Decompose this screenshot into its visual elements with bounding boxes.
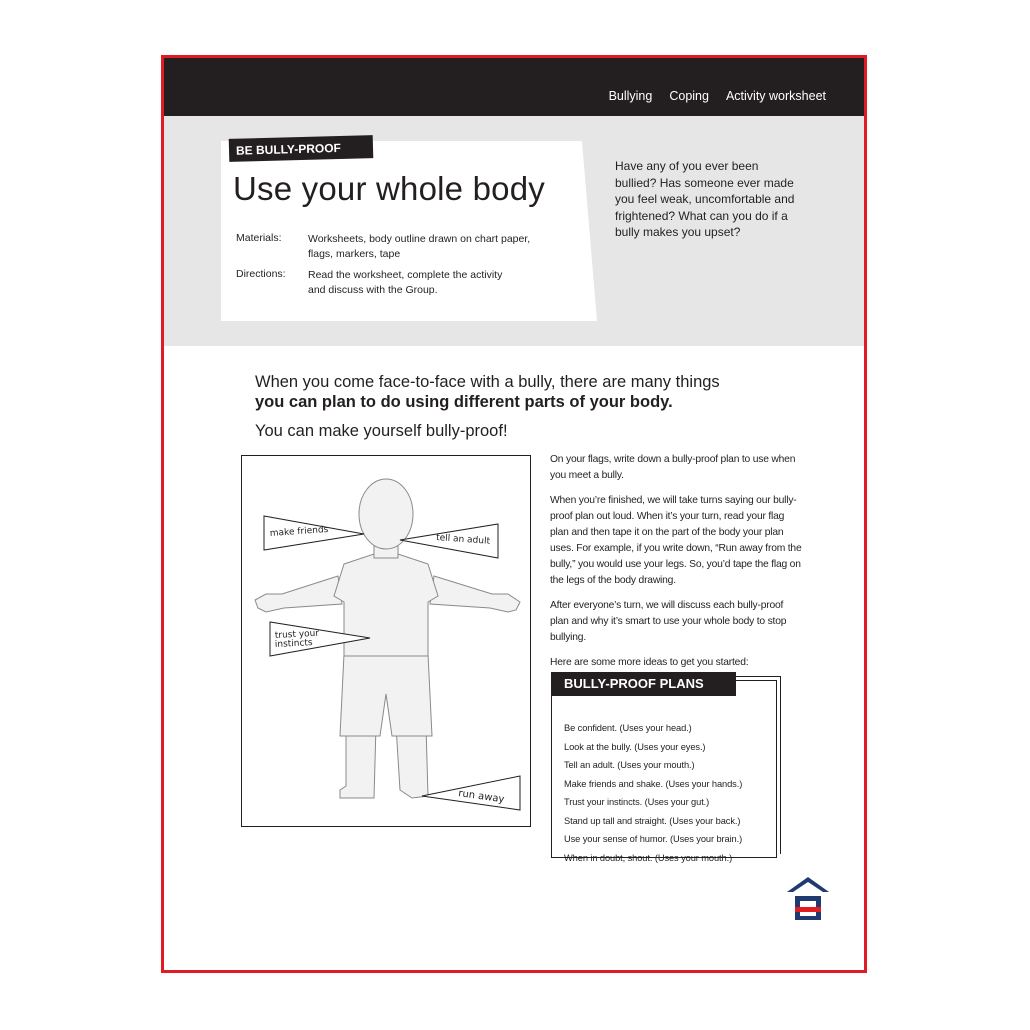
instruction-paragraph: Here are some more ideas to get you started: xyxy=(550,657,749,668)
flag-label-make-friends: make friends xyxy=(269,524,329,539)
left-arm-shape xyxy=(255,576,342,612)
plan-item: Use your sense of humor. (Uses your brain.) xyxy=(564,834,743,844)
plans-heading: BULLY-PROOF PLANS xyxy=(551,672,736,696)
intro-text xyxy=(255,372,720,412)
flag-label-tell-an-adult: tell an adult xyxy=(435,533,491,547)
nav-menu xyxy=(609,89,826,103)
plan-item: Be confident. (Uses your head.) xyxy=(564,723,692,733)
bully-proof-plans-box xyxy=(551,676,777,863)
plans-list xyxy=(564,723,742,871)
intro-question: Have any of you ever been bullied? Has someone ever made you feel weak, uncomfortable and frightened? What can you do if a bully makes you upset? xyxy=(615,159,795,239)
nav-item-bullying[interactable]: Bullying xyxy=(608,89,653,103)
flag-label-trust-your: trust your xyxy=(274,628,320,641)
flag-label-run-away: run away xyxy=(457,788,505,806)
intro-line: When you come face-to-face with a bully, there are many things xyxy=(255,373,720,391)
plan-item: Make friends and shake. (Uses your hands.) xyxy=(564,778,743,789)
section-tag: BE BULLY-PROOF xyxy=(229,135,374,162)
top-bar xyxy=(164,58,864,116)
nav-item-coping[interactable]: Coping xyxy=(669,89,709,103)
intro-tagline: You can make yourself bully-proof! xyxy=(255,422,508,440)
intro-line-bold: you can plan to do using different parts of your body. xyxy=(255,393,673,411)
flag-label-instincts: instincts xyxy=(274,638,313,650)
plan-item: Trust your instincts. (Uses your gut.) xyxy=(564,797,710,807)
directions-label: Directions: xyxy=(236,268,286,280)
instruction-paragraph: When you’re finished, we will take turns saying our bully-proof plan out loud. When it’s your turn, read your flag plan and then tape it on the part of the body your plan uses. For example, if you write down, “Run away from the bully,” you would use your legs. So, you’d tape the flag on the legs of the body drawing. xyxy=(550,495,802,586)
plan-item: Tell an adult. (Uses your mouth.) xyxy=(564,760,695,770)
plan-item: Look at the bully. (Uses your eyes.) xyxy=(564,741,706,752)
materials-value: Worksheets, body outline drawn on chart paper, flags, markers, tape xyxy=(308,233,531,260)
instruction-paragraph: On your flags, write down a bully-proof plan to use when you meet a bully. xyxy=(550,454,796,481)
page-title: Use your whole body xyxy=(233,170,545,207)
activity-instructions xyxy=(550,452,802,680)
right-leg-shape xyxy=(396,726,428,798)
directions-value: Read the worksheet, complete the activity and discuss with the Group. xyxy=(308,269,503,296)
materials-label: Materials: xyxy=(236,232,282,244)
worksheet-page xyxy=(161,55,867,973)
head-shape xyxy=(359,479,413,549)
right-arm-shape xyxy=(430,576,520,612)
left-leg-shape xyxy=(340,726,376,798)
shorts-shape xyxy=(340,654,432,736)
body-outline-figure xyxy=(241,455,531,827)
instruction-paragraph: After everyone’s turn, we will discuss each bully-proof plan and why it’s smart to use your whole body to stop bullying. xyxy=(550,600,787,643)
plan-item: Stand up tall and straight. (Uses your back.) xyxy=(564,815,741,826)
house-logo-icon xyxy=(785,875,831,923)
nav-item-activity-worksheet[interactable]: Activity worksheet xyxy=(725,89,826,103)
plan-item: When in doubt, shout. (Uses your mouth.) xyxy=(564,852,733,863)
